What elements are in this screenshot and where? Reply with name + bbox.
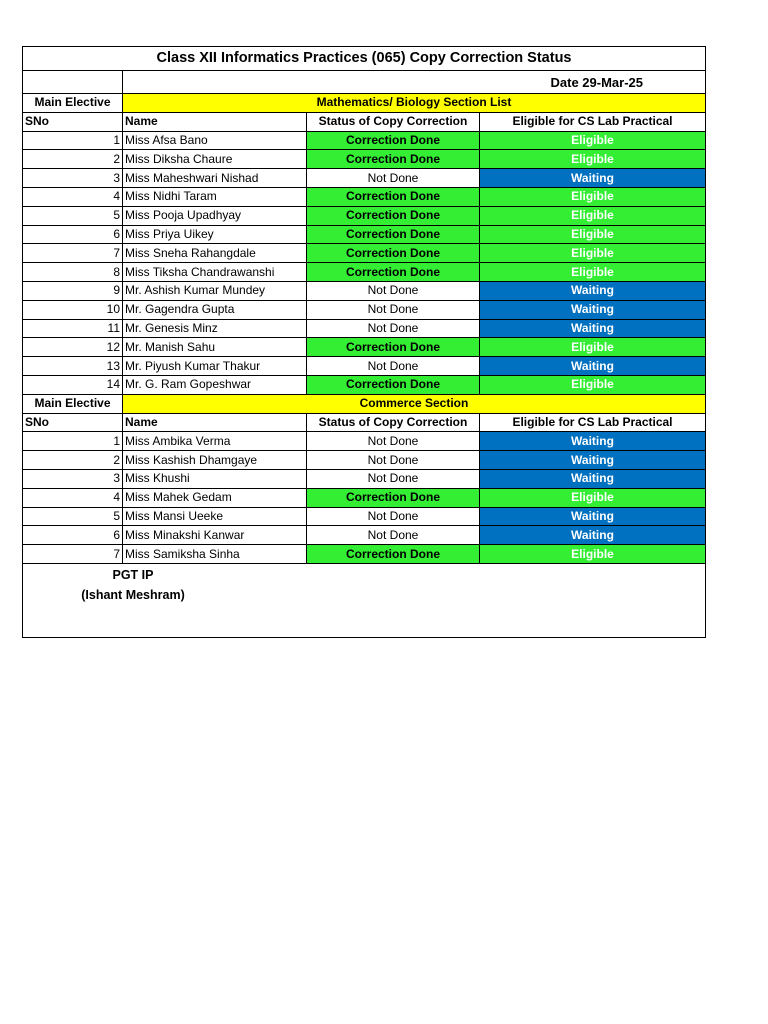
student-name: Miss Nidhi Taram xyxy=(123,187,307,206)
section-header-row xyxy=(23,394,706,413)
table-row xyxy=(23,150,706,169)
table-row xyxy=(23,244,706,263)
correction-status: Not Done xyxy=(307,319,480,338)
table-row xyxy=(23,451,706,470)
column-header-eligible: Eligible for CS Lab Practical xyxy=(480,112,706,131)
eligibility-status: Eligible xyxy=(480,206,706,225)
column-header-status: Status of Copy Correction xyxy=(307,413,480,432)
student-name: Miss Kashish Dhamgaye xyxy=(123,451,307,470)
eligibility-status: Waiting xyxy=(480,451,706,470)
student-name: Mr. Genesis Minz xyxy=(123,319,307,338)
serial-number: 7 xyxy=(23,244,123,263)
eligibility-status: Waiting xyxy=(480,469,706,488)
column-header-row xyxy=(23,413,706,432)
eligibility-status: Eligible xyxy=(480,545,706,564)
table-row xyxy=(23,206,706,225)
signature-designation: PGT IP xyxy=(112,568,154,582)
column-header-eligible: Eligible for CS Lab Practical xyxy=(480,413,706,432)
eligibility-status: Eligible xyxy=(480,338,706,357)
eligibility-status: Waiting xyxy=(480,169,706,188)
column-header-status: Status of Copy Correction xyxy=(307,112,480,131)
serial-number: 6 xyxy=(23,526,123,545)
correction-status: Not Done xyxy=(307,300,480,319)
column-header-name: Name xyxy=(123,413,307,432)
eligibility-status: Waiting xyxy=(480,281,706,300)
column-header-name: Name xyxy=(123,112,307,131)
table-row xyxy=(23,319,706,338)
correction-status: Not Done xyxy=(307,451,480,470)
table-row xyxy=(23,300,706,319)
correction-status: Not Done xyxy=(307,526,480,545)
signature-block xyxy=(23,565,243,605)
table-row xyxy=(23,187,706,206)
student-name: Miss Maheshwari Nishad xyxy=(123,169,307,188)
eligibility-status: Eligible xyxy=(480,244,706,263)
eligibility-status: Waiting xyxy=(480,357,706,376)
eligibility-status: Waiting xyxy=(480,526,706,545)
student-name: Miss Pooja Upadhyay xyxy=(123,206,307,225)
student-name: Miss Afsa Bano xyxy=(123,131,307,150)
correction-status: Correction Done xyxy=(307,225,480,244)
section-name: Commerce Section xyxy=(123,394,706,413)
serial-number: 7 xyxy=(23,545,123,564)
serial-number: 4 xyxy=(23,187,123,206)
eligibility-status: Eligible xyxy=(480,375,706,394)
eligibility-status: Eligible xyxy=(480,263,706,282)
correction-status: Not Done xyxy=(307,432,480,451)
page-title: Class XII Informatics Practices (065) Copy Correction Status xyxy=(23,47,706,71)
eligibility-status: Waiting xyxy=(480,319,706,338)
section-header-row xyxy=(23,94,706,113)
correction-status: Correction Done xyxy=(307,206,480,225)
column-header-sno: SNo xyxy=(23,413,123,432)
blank-cell xyxy=(23,71,123,94)
student-name: Miss Khushi xyxy=(123,469,307,488)
correction-status: Not Done xyxy=(307,469,480,488)
student-name: Miss Priya Uikey xyxy=(123,225,307,244)
student-name: Miss Ambika Verma xyxy=(123,432,307,451)
table-row xyxy=(23,432,706,451)
serial-number: 2 xyxy=(23,451,123,470)
correction-status: Correction Done xyxy=(307,488,480,507)
correction-status: Correction Done xyxy=(307,263,480,282)
serial-number: 12 xyxy=(23,338,123,357)
status-sheet xyxy=(22,46,706,638)
serial-number: 4 xyxy=(23,488,123,507)
correction-status: Correction Done xyxy=(307,131,480,150)
serial-number: 3 xyxy=(23,169,123,188)
section-name: Mathematics/ Biology Section List xyxy=(123,94,706,113)
eligibility-status: Eligible xyxy=(480,225,706,244)
column-header-row xyxy=(23,112,706,131)
elective-label: Main Elective xyxy=(23,394,123,413)
student-name: Miss Mansi Ueeke xyxy=(123,507,307,526)
serial-number: 14 xyxy=(23,375,123,394)
eligibility-status: Eligible xyxy=(480,488,706,507)
elective-label: Main Elective xyxy=(23,94,123,113)
table-row xyxy=(23,169,706,188)
student-name: Miss Samiksha Sinha xyxy=(123,545,307,564)
correction-status: Correction Done xyxy=(307,545,480,564)
student-name: Mr. Ashish Kumar Mundey xyxy=(123,281,307,300)
column-header-sno: SNo xyxy=(23,112,123,131)
table-row xyxy=(23,225,706,244)
serial-number: 10 xyxy=(23,300,123,319)
serial-number: 1 xyxy=(23,131,123,150)
correction-status: Correction Done xyxy=(307,375,480,394)
table-row xyxy=(23,507,706,526)
correction-status: Correction Done xyxy=(307,338,480,357)
serial-number: 5 xyxy=(23,507,123,526)
correction-status: Correction Done xyxy=(307,187,480,206)
serial-number: 13 xyxy=(23,357,123,376)
table-row xyxy=(23,131,706,150)
table-row xyxy=(23,488,706,507)
student-name: Miss Mahek Gedam xyxy=(123,488,307,507)
correction-status: Not Done xyxy=(307,357,480,376)
correction-status: Correction Done xyxy=(307,150,480,169)
table-row xyxy=(23,357,706,376)
table-row xyxy=(23,281,706,300)
serial-number: 2 xyxy=(23,150,123,169)
correction-status: Correction Done xyxy=(307,244,480,263)
eligibility-status: Eligible xyxy=(480,131,706,150)
eligibility-status: Waiting xyxy=(480,507,706,526)
eligibility-status: Waiting xyxy=(480,432,706,451)
eligibility-status: Eligible xyxy=(480,187,706,206)
student-name: Mr. Manish Sahu xyxy=(123,338,307,357)
student-name: Miss Tiksha Chandrawanshi xyxy=(123,263,307,282)
serial-number: 5 xyxy=(23,206,123,225)
eligibility-status: Waiting xyxy=(480,300,706,319)
signature-name: (Ishant Meshram) xyxy=(81,588,185,602)
correction-status: Not Done xyxy=(307,281,480,300)
correction-status: Not Done xyxy=(307,169,480,188)
status-table xyxy=(22,46,706,564)
eligibility-status: Eligible xyxy=(480,150,706,169)
serial-number: 9 xyxy=(23,281,123,300)
table-row xyxy=(23,338,706,357)
serial-number: 3 xyxy=(23,469,123,488)
student-name: Miss Diksha Chaure xyxy=(123,150,307,169)
student-name: Mr. G. Ram Gopeshwar xyxy=(123,375,307,394)
table-row xyxy=(23,375,706,394)
student-name: Mr. Piyush Kumar Thakur xyxy=(123,357,307,376)
table-row xyxy=(23,526,706,545)
serial-number: 11 xyxy=(23,319,123,338)
table-row xyxy=(23,469,706,488)
serial-number: 1 xyxy=(23,432,123,451)
table-row xyxy=(23,263,706,282)
serial-number: 6 xyxy=(23,225,123,244)
student-name: Miss Sneha Rahangdale xyxy=(123,244,307,263)
table-row xyxy=(23,545,706,564)
correction-status: Not Done xyxy=(307,507,480,526)
serial-number: 8 xyxy=(23,263,123,282)
report-date: Date 29-Mar-25 xyxy=(123,71,706,94)
student-name: Miss Minakshi Kanwar xyxy=(123,526,307,545)
student-name: Mr. Gagendra Gupta xyxy=(123,300,307,319)
